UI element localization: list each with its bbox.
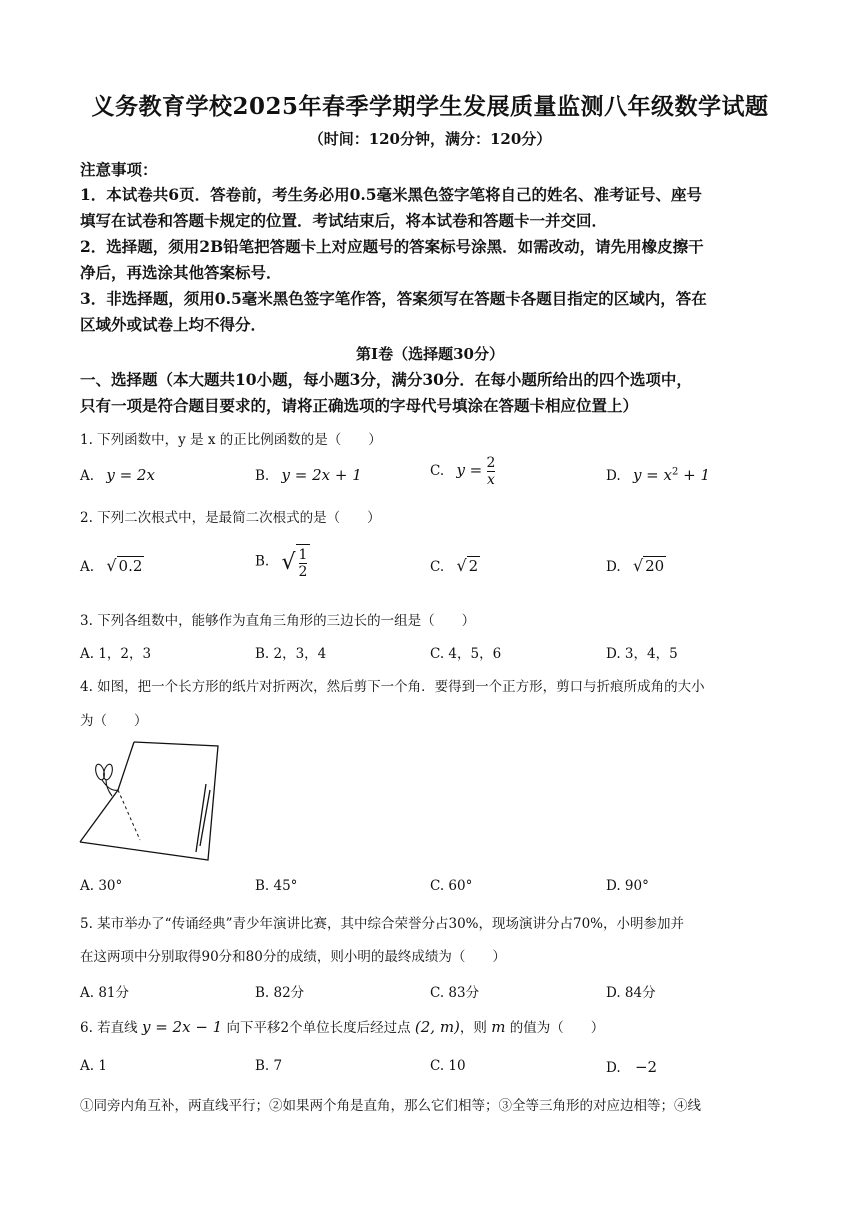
- section-instructions-2: 只有一项是符合题目要求的，请将正确选项的字母代号填涂在答题卡相应位置上）: [80, 396, 639, 415]
- q1-c-lhs: y =: [456, 461, 483, 479]
- notes-line-2: 填写在试卷和答题卡规定的位置．考试结束后，将本试卷和答题卡一并交回．: [80, 211, 608, 230]
- q2-d-label: D.: [606, 559, 621, 575]
- notes-line-5: 3．非选择题，须用0.5毫米黑色签字笔作答，答案须写在答题卡各题目指定的区域内，答在: [80, 289, 707, 308]
- q1-b-expr: y = 2x + 1: [281, 466, 362, 484]
- q5-option-d: D. 84分: [606, 985, 656, 1001]
- q3-option-c: C. 4，5，6: [430, 646, 502, 662]
- q5-option-a: A. 81分: [80, 985, 130, 1001]
- exam-subtitle: （时间：120分钟，满分：120分）: [308, 130, 552, 148]
- q1-c-denominator: x: [487, 472, 495, 488]
- q4-stem-line-2: 为（ ）: [80, 713, 148, 729]
- q2-b-denominator: 2: [298, 564, 308, 580]
- q5-stem-line-2: 在这两项中分别取得90分和80分的成绩，则小明的最终成绩为（ ）: [80, 949, 506, 965]
- q3-option-a: A. 1，2，3: [80, 646, 152, 662]
- q2-c-radicand: 2: [468, 557, 479, 575]
- q2-stem: 2. 下列二次根式中，是最简二次根式的是（ ）: [80, 510, 381, 526]
- q1-c-numerator: 2: [486, 455, 496, 471]
- q1-c-fraction: [487, 455, 496, 488]
- q4-option-a: A. 30°: [80, 878, 123, 894]
- q2-c-label: C.: [430, 559, 445, 575]
- q6-d-label: D.: [606, 1060, 621, 1076]
- q4-option-d: D. 90°: [606, 878, 649, 894]
- q1-option-d: [606, 466, 710, 484]
- q1-d-exponent: 2: [671, 466, 679, 478]
- q1-d-rhs: + 1: [678, 466, 711, 484]
- q6-point: (2, m): [414, 1018, 460, 1036]
- q2-option-c: [430, 556, 480, 575]
- q6-stem-post: ，则: [459, 1020, 487, 1036]
- folded-paper-figure: [76, 736, 226, 866]
- notes-heading: 注意事项：: [80, 160, 158, 179]
- q1-option-c: [430, 455, 495, 488]
- q2-b-sqrt-sign: √: [281, 549, 296, 575]
- exam-title: 义务教育学校2025年春季学期学生发展质量监测八年级数学试题: [91, 93, 769, 120]
- q1-a-expr: y = 2x: [106, 466, 155, 484]
- q2-option-a: [80, 556, 144, 575]
- q6-option-a: A. 1: [80, 1058, 107, 1074]
- q1-option-b: [255, 466, 362, 484]
- q2-b-numerator: 1: [298, 547, 308, 563]
- q1-d-label: D.: [606, 468, 621, 484]
- q6-option-d: [606, 1058, 657, 1076]
- q4-stem-line-1: 4. 如图，把一个长方形的纸片对折两次，然后剪下一个角．要得到一个正方形，剪口与折痕所成角的大小: [80, 679, 705, 695]
- q2-a-radicand: 0.2: [118, 557, 143, 575]
- q2-d-sqrt-sign: √: [632, 556, 644, 575]
- q7-statement-line-1: ①同旁内角互补，两直线平行；②如果两个角是直角，那么它们相等；③全等三角形的对应边相等；④线: [80, 1098, 701, 1114]
- q1-a-label: A.: [80, 468, 95, 484]
- q2-b-label: B.: [255, 553, 270, 570]
- q5-option-b: B. 82分: [255, 985, 305, 1001]
- q1-d-lhs: y = x: [632, 466, 672, 484]
- q2-d-radicand: 20: [645, 557, 665, 575]
- q6-stem: [80, 1016, 604, 1036]
- q2-option-d: [606, 556, 666, 575]
- q2-b-fraction: [296, 544, 311, 580]
- q6-stem-mid: 向下平移2个单位长度后经过点: [226, 1020, 411, 1036]
- q5-stem-line-1: 5. 某市举办了“传诵经典”青少年演讲比赛，其中综合荣誉分占30%，现场演讲分占70%，小明参加并: [80, 916, 684, 932]
- q6-line-expr: y = 2x − 1: [141, 1018, 223, 1036]
- paper-outline: [80, 742, 218, 860]
- q6-stem-pre: 6. 若直线: [80, 1020, 138, 1036]
- part1-heading: 第Ⅰ卷（选择题30分）: [356, 345, 504, 363]
- q2-a-label: A.: [80, 559, 95, 575]
- q2-option-b: [255, 544, 310, 580]
- q4-option-b: B. 45°: [255, 878, 298, 894]
- q6-d-value: −2: [634, 1058, 658, 1076]
- notes-line-1: 1．本试卷共6页．答卷前，考生务必用0.5毫米黑色签字笔将自己的姓名、准考证号、座号: [80, 185, 703, 204]
- q2-a-sqrt-sign: √: [106, 556, 117, 575]
- notes-line-6: 区域外或试卷上均不得分．: [80, 315, 267, 334]
- q2-c-sqrt-sign: √: [456, 556, 467, 575]
- q3-option-b: B. 2，3，4: [255, 646, 327, 662]
- q3-option-d: D. 3，4，5: [606, 646, 678, 662]
- q1-stem: 1. 下列函数中，y 是 x 的正比例函数的是（ ）: [80, 432, 382, 448]
- q1-c-label: C.: [430, 463, 445, 479]
- q6-stem-end: 的值为（ ）: [509, 1020, 605, 1036]
- q3-stem: 3. 下列各组数中，能够作为直角三角形的三边长的一组是（ ）: [80, 613, 476, 629]
- section-instructions-1: 一、选择题（本大题共10小题，每小题3分，满分30分．在每小题所给出的四个选项中，: [80, 370, 692, 389]
- q6-option-c: C. 10: [430, 1058, 466, 1074]
- q1-b-label: B.: [255, 468, 270, 484]
- q4-option-c: C. 60°: [430, 878, 473, 894]
- notes-line-4: 净后，再选涂其他答案标号．: [80, 263, 282, 282]
- scissors-icon: [94, 763, 118, 796]
- q1-option-a: [80, 466, 155, 484]
- q6-variable: m: [491, 1018, 506, 1036]
- cut-line: [118, 790, 140, 840]
- q5-option-c: C. 83分: [430, 985, 480, 1001]
- notes-line-3: 2．选择题，须用2B铅笔把答题卡上对应题号的答案标号涂黑．如需改动，请先用橡皮擦干: [80, 237, 704, 256]
- q6-option-b: B. 7: [255, 1058, 283, 1074]
